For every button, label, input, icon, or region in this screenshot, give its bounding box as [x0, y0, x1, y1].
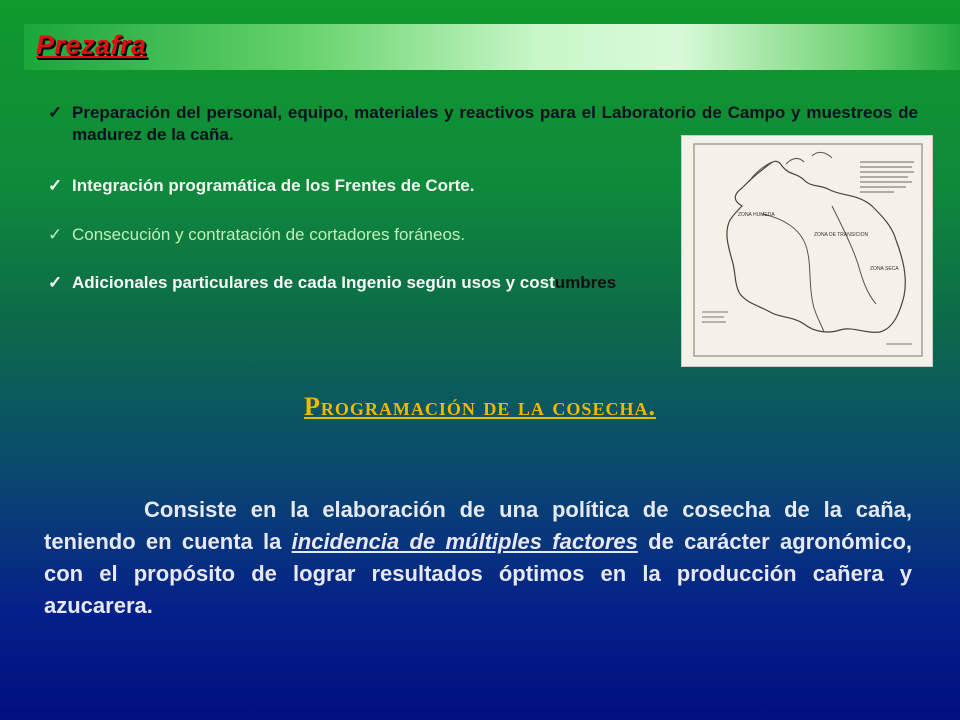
- map-legend-text: [860, 162, 914, 192]
- bullet-text: Preparación del personal, equipo, materiales y reactivos para el Laboratorio de Campo y muestreos de madurez de la caña.: [72, 103, 918, 144]
- title-bar: [24, 24, 960, 70]
- bullet-text: Consecución y contratación de cortadores foráneos.: [72, 225, 466, 244]
- map-drawing: [682, 136, 932, 366]
- paragraph-emphasis: incidencia de múltiples factores: [291, 529, 638, 554]
- map-label-dry: ZONA SECA: [870, 266, 899, 272]
- bullet-text: Integración programática de los Frentes de Corte.: [72, 176, 475, 195]
- checkmark-icon: ✓: [48, 273, 63, 292]
- bullet-text-part: umbres: [554, 273, 617, 292]
- slide-title: Prezafra: [36, 30, 147, 60]
- map-label-humid: ZONA HUMEDA: [738, 212, 775, 218]
- section-heading: Programación de la cosecha.: [304, 392, 656, 421]
- bullet-text-part: Adicionales particulares de cada Ingenio según usos y cost: [72, 273, 555, 292]
- paragraph-text: Consiste en la elaboración de una política de cosecha de la caña, teniendo en cuenta la: [44, 497, 912, 554]
- body-paragraph: [44, 494, 912, 622]
- paragraph-text: de carácter agronómico, con el propósito de lograr resultados óptimos en la producción cañera y azucarera.: [44, 529, 912, 618]
- checkmark-icon: ✓: [48, 103, 63, 122]
- map-label-transition: ZONA DE TRANSICION: [814, 232, 869, 238]
- map-notes: [702, 312, 912, 344]
- checkmark-icon: ✓: [48, 225, 63, 244]
- checkmark-icon: ✓: [48, 176, 63, 195]
- zone-map-image: [681, 135, 933, 367]
